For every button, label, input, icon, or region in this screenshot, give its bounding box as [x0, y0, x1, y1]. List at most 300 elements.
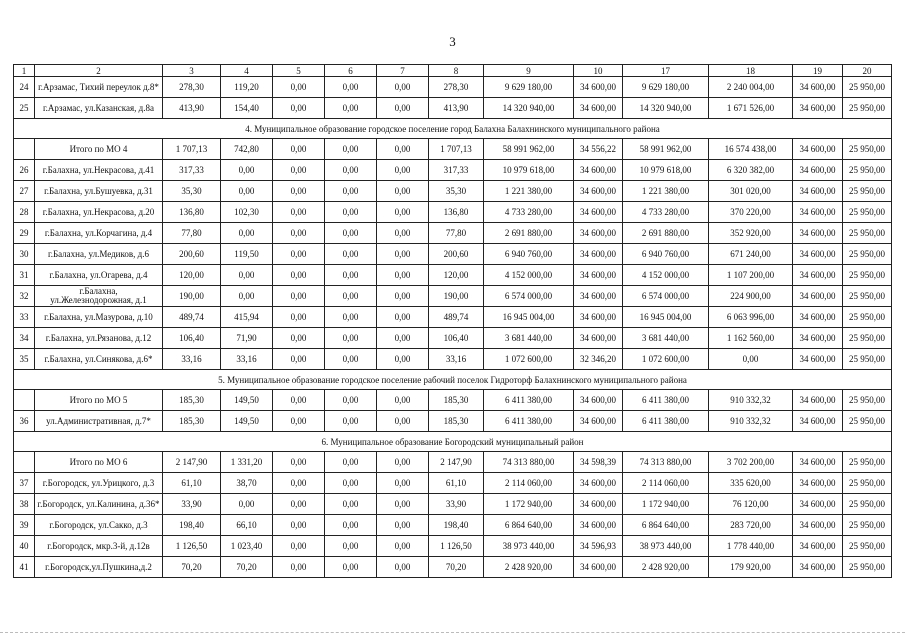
value-cell: 70,20: [221, 557, 273, 578]
value-cell: 34 600,00: [793, 473, 843, 494]
value-cell: 0,00: [325, 515, 377, 536]
value-cell: 0,00: [325, 286, 377, 307]
value-cell: 0,00: [273, 494, 325, 515]
value-cell: 25 950,00: [843, 286, 892, 307]
value-cell: 2 691 880,00: [623, 223, 709, 244]
address-cell: г.Балахна, ул.Бушуевка, д.31: [35, 181, 163, 202]
value-cell: 283 720,00: [709, 515, 793, 536]
value-cell: 33,16: [429, 349, 484, 370]
address-cell: г.Балахна, ул.Корчагина, д.4: [35, 223, 163, 244]
row-number-cell: [14, 139, 35, 160]
value-cell: 0,00: [325, 77, 377, 98]
value-cell: 335 620,00: [709, 473, 793, 494]
value-cell: 0,00: [377, 265, 429, 286]
value-cell: 0,00: [325, 244, 377, 265]
value-cell: 25 950,00: [843, 202, 892, 223]
value-cell: 70,20: [163, 557, 221, 578]
value-cell: 4 152 000,00: [484, 265, 574, 286]
value-cell: 0,00: [273, 265, 325, 286]
value-cell: 34 600,00: [793, 515, 843, 536]
value-cell: 4 733 280,00: [623, 202, 709, 223]
value-cell: 25 950,00: [843, 139, 892, 160]
value-cell: 0,00: [377, 536, 429, 557]
value-cell: 0,00: [273, 286, 325, 307]
row-number-cell: 39: [14, 515, 35, 536]
value-cell: 34 600,00: [793, 77, 843, 98]
value-cell: 6 574 000,00: [484, 286, 574, 307]
value-cell: 34 600,00: [574, 390, 623, 411]
table-row: [14, 307, 892, 328]
value-cell: 0,00: [377, 202, 429, 223]
value-cell: 6 864 640,00: [484, 515, 574, 536]
value-cell: 0,00: [325, 473, 377, 494]
value-cell: 185,30: [163, 390, 221, 411]
value-cell: 0,00: [377, 98, 429, 119]
value-cell: 34 600,00: [793, 223, 843, 244]
table-row: [14, 181, 892, 202]
value-cell: 2 114 060,00: [623, 473, 709, 494]
value-cell: 25 950,00: [843, 77, 892, 98]
address-cell: г.Арзамас, Тихий переулок д.8*: [35, 77, 163, 98]
header-cell: 3: [163, 65, 221, 77]
table-row: [14, 411, 892, 432]
row-number-cell: 37: [14, 473, 35, 494]
value-cell: 0,00: [709, 349, 793, 370]
value-cell: 0,00: [221, 181, 273, 202]
value-cell: 25 950,00: [843, 515, 892, 536]
value-cell: 58 991 962,00: [623, 139, 709, 160]
row-number-cell: 28: [14, 202, 35, 223]
value-cell: 742,80: [221, 139, 273, 160]
value-cell: 0,00: [325, 223, 377, 244]
table-row: [14, 98, 892, 119]
value-cell: 66,10: [221, 515, 273, 536]
value-cell: 33,90: [163, 494, 221, 515]
value-cell: 106,40: [429, 328, 484, 349]
value-cell: 34 600,00: [574, 557, 623, 578]
value-cell: 35,30: [163, 181, 221, 202]
value-cell: 0,00: [273, 349, 325, 370]
value-cell: 0,00: [221, 160, 273, 181]
value-cell: 0,00: [325, 160, 377, 181]
value-cell: 1 172 940,00: [484, 494, 574, 515]
value-cell: 200,60: [429, 244, 484, 265]
value-cell: 0,00: [377, 286, 429, 307]
address-cell: г.Богородск, ул.Сакко, д.3: [35, 515, 163, 536]
table-row: [14, 349, 892, 370]
value-cell: 38 973 440,00: [623, 536, 709, 557]
value-cell: 71,90: [221, 328, 273, 349]
value-cell: 0,00: [377, 390, 429, 411]
value-cell: 34 600,00: [574, 98, 623, 119]
value-cell: 1 172 940,00: [623, 494, 709, 515]
value-cell: 0,00: [273, 202, 325, 223]
value-cell: 1 671 526,00: [709, 98, 793, 119]
section-heading: 6. Муниципальное образование Богородский муниципальный район: [14, 432, 892, 452]
value-cell: 3 702 200,00: [709, 452, 793, 473]
value-cell: 34 600,00: [574, 328, 623, 349]
address-cell: г.Балахна, ул.Синякова, д.6*: [35, 349, 163, 370]
address-cell: Итого по МО 5: [35, 390, 163, 411]
value-cell: 1 072 600,00: [484, 349, 574, 370]
value-cell: 34 600,00: [574, 286, 623, 307]
value-cell: 0,00: [273, 411, 325, 432]
table-row: [14, 223, 892, 244]
value-cell: 0,00: [377, 557, 429, 578]
address-cell: г.Балахна, ул.Некрасова, д.20: [35, 202, 163, 223]
value-cell: 25 950,00: [843, 536, 892, 557]
address-cell: Итого по МО 6: [35, 452, 163, 473]
value-cell: 106,40: [163, 328, 221, 349]
table-row: [14, 265, 892, 286]
value-cell: 34 598,39: [574, 452, 623, 473]
header-cell: 9: [484, 65, 574, 77]
value-cell: 1 707,13: [163, 139, 221, 160]
value-cell: 34 600,00: [793, 160, 843, 181]
value-cell: 34 600,00: [793, 349, 843, 370]
value-cell: 0,00: [325, 536, 377, 557]
value-cell: 4 733 280,00: [484, 202, 574, 223]
value-cell: 33,16: [163, 349, 221, 370]
value-cell: 278,30: [163, 77, 221, 98]
table-row: [14, 494, 892, 515]
value-cell: 0,00: [325, 411, 377, 432]
value-cell: 25 950,00: [843, 328, 892, 349]
value-cell: 16 945 004,00: [484, 307, 574, 328]
value-cell: 61,10: [163, 473, 221, 494]
value-cell: 2 147,90: [163, 452, 221, 473]
value-cell: 25 950,00: [843, 557, 892, 578]
value-cell: 34 600,00: [574, 244, 623, 265]
row-number-cell: 29: [14, 223, 35, 244]
value-cell: 1 107 200,00: [709, 265, 793, 286]
value-cell: 0,00: [377, 515, 429, 536]
value-cell: 136,80: [429, 202, 484, 223]
section-heading-row: [14, 119, 892, 139]
value-cell: 0,00: [273, 307, 325, 328]
value-cell: 34 600,00: [574, 494, 623, 515]
page-number: 3: [449, 34, 456, 49]
address-cell: г.Балахна, ул.Огарева, д.4: [35, 265, 163, 286]
value-cell: 0,00: [221, 494, 273, 515]
value-cell: 38 973 440,00: [484, 536, 574, 557]
value-cell: 0,00: [377, 307, 429, 328]
value-cell: 413,90: [163, 98, 221, 119]
table-row: [14, 557, 892, 578]
address-cell: г.Арзамас, ул.Казанская, д.8а: [35, 98, 163, 119]
value-cell: 2 428 920,00: [623, 557, 709, 578]
value-cell: 34 600,00: [574, 160, 623, 181]
value-cell: 0,00: [273, 473, 325, 494]
value-cell: 0,00: [273, 139, 325, 160]
value-cell: 2 240 004,00: [709, 77, 793, 98]
value-cell: 2 114 060,00: [484, 473, 574, 494]
row-number-cell: 35: [14, 349, 35, 370]
value-cell: 34 600,00: [574, 411, 623, 432]
header-cell: 8: [429, 65, 484, 77]
value-cell: 34 600,00: [574, 223, 623, 244]
value-cell: 34 600,00: [574, 181, 623, 202]
row-number-cell: 24: [14, 77, 35, 98]
value-cell: 34 600,00: [793, 181, 843, 202]
value-cell: 25 950,00: [843, 244, 892, 265]
value-cell: 0,00: [273, 223, 325, 244]
value-cell: 6 864 640,00: [623, 515, 709, 536]
value-cell: 190,00: [429, 286, 484, 307]
value-cell: 6 411 380,00: [623, 390, 709, 411]
table-row: [14, 77, 892, 98]
value-cell: 76 120,00: [709, 494, 793, 515]
value-cell: 61,10: [429, 473, 484, 494]
value-cell: 0,00: [273, 244, 325, 265]
value-cell: 34 600,00: [793, 98, 843, 119]
value-cell: 0,00: [377, 411, 429, 432]
row-number-cell: 36: [14, 411, 35, 432]
value-cell: 0,00: [325, 307, 377, 328]
value-cell: 34 600,00: [793, 557, 843, 578]
value-cell: 0,00: [221, 223, 273, 244]
value-cell: 0,00: [325, 452, 377, 473]
value-cell: 0,00: [325, 328, 377, 349]
value-cell: 317,33: [163, 160, 221, 181]
page-edge: [0, 632, 905, 633]
value-cell: 6 320 382,00: [709, 160, 793, 181]
value-cell: 3 681 440,00: [623, 328, 709, 349]
value-cell: 34 600,00: [793, 202, 843, 223]
value-cell: 0,00: [273, 328, 325, 349]
value-cell: 9 629 180,00: [623, 77, 709, 98]
value-cell: 6 063 996,00: [709, 307, 793, 328]
row-number-cell: 27: [14, 181, 35, 202]
table-row: [14, 202, 892, 223]
table-row: [14, 515, 892, 536]
value-cell: 74 313 880,00: [484, 452, 574, 473]
value-cell: 0,00: [325, 265, 377, 286]
value-cell: 34 600,00: [793, 244, 843, 265]
address-cell: г.Балахна, ул.Рязанова, д.12: [35, 328, 163, 349]
value-cell: 14 320 940,00: [484, 98, 574, 119]
value-cell: 120,00: [163, 265, 221, 286]
value-cell: 25 950,00: [843, 452, 892, 473]
value-cell: 0,00: [325, 202, 377, 223]
address-cell: г.Богородск, ул.Урицкого, д.3: [35, 473, 163, 494]
value-cell: 224 900,00: [709, 286, 793, 307]
value-cell: 278,30: [429, 77, 484, 98]
value-cell: 154,40: [221, 98, 273, 119]
header-cell: 17: [623, 65, 709, 77]
value-cell: 0,00: [273, 77, 325, 98]
value-cell: 34 600,00: [574, 473, 623, 494]
value-cell: 34 556,22: [574, 139, 623, 160]
value-cell: 1 707,13: [429, 139, 484, 160]
value-cell: 34 600,00: [793, 139, 843, 160]
header-cell: 4: [221, 65, 273, 77]
value-cell: 34 600,00: [793, 328, 843, 349]
value-cell: 9 629 180,00: [484, 77, 574, 98]
value-cell: 74 313 880,00: [623, 452, 709, 473]
value-cell: 671 240,00: [709, 244, 793, 265]
value-cell: 6 940 760,00: [623, 244, 709, 265]
value-cell: 1 221 380,00: [484, 181, 574, 202]
value-cell: 34 600,00: [574, 77, 623, 98]
value-cell: 6 940 760,00: [484, 244, 574, 265]
value-cell: 0,00: [273, 181, 325, 202]
header-cell: 1: [14, 65, 35, 77]
value-cell: 77,80: [429, 223, 484, 244]
value-cell: 0,00: [377, 494, 429, 515]
value-cell: 0,00: [377, 139, 429, 160]
address-cell: г.Богородск,ул.Пушкина,д.2: [35, 557, 163, 578]
value-cell: 25 950,00: [843, 494, 892, 515]
value-cell: 0,00: [377, 244, 429, 265]
value-cell: 0,00: [325, 349, 377, 370]
value-cell: 34 600,00: [793, 411, 843, 432]
value-cell: 0,00: [221, 286, 273, 307]
value-cell: 16 945 004,00: [623, 307, 709, 328]
value-cell: 119,20: [221, 77, 273, 98]
row-number-cell: 33: [14, 307, 35, 328]
value-cell: 190,00: [163, 286, 221, 307]
value-cell: 34 600,00: [793, 286, 843, 307]
value-cell: 0,00: [325, 181, 377, 202]
address-cell: г.Балахна, ул.Медиков, д.6: [35, 244, 163, 265]
value-cell: 185,30: [429, 390, 484, 411]
value-cell: 2 428 920,00: [484, 557, 574, 578]
value-cell: 6 411 380,00: [623, 411, 709, 432]
value-cell: 38,70: [221, 473, 273, 494]
section-heading-row: [14, 370, 892, 390]
value-cell: 185,30: [429, 411, 484, 432]
address-cell: г.Богородск, мкр.3-й, д.12в: [35, 536, 163, 557]
value-cell: 0,00: [377, 349, 429, 370]
value-cell: 3 681 440,00: [484, 328, 574, 349]
header-cell: 20: [843, 65, 892, 77]
row-number-cell: 38: [14, 494, 35, 515]
value-cell: 119,50: [221, 244, 273, 265]
header-row: [14, 65, 892, 77]
value-cell: 14 320 940,00: [623, 98, 709, 119]
subtotal-row: [14, 452, 892, 473]
value-cell: 0,00: [273, 557, 325, 578]
value-cell: 136,80: [163, 202, 221, 223]
value-cell: 25 950,00: [843, 98, 892, 119]
header-cell: 7: [377, 65, 429, 77]
value-cell: 33,16: [221, 349, 273, 370]
value-cell: 1 331,20: [221, 452, 273, 473]
value-cell: 25 950,00: [843, 473, 892, 494]
value-cell: 70,20: [429, 557, 484, 578]
value-cell: 0,00: [377, 160, 429, 181]
value-cell: 25 950,00: [843, 181, 892, 202]
value-cell: 34 600,00: [574, 307, 623, 328]
value-cell: 0,00: [273, 98, 325, 119]
value-cell: 200,60: [163, 244, 221, 265]
value-cell: 1 126,50: [163, 536, 221, 557]
table-row: [14, 244, 892, 265]
table-row: [14, 328, 892, 349]
value-cell: 34 600,00: [793, 494, 843, 515]
value-cell: 10 979 618,00: [623, 160, 709, 181]
value-cell: 1 126,50: [429, 536, 484, 557]
address-cell: г.Балахна, ул.Некрасова, д.41: [35, 160, 163, 181]
value-cell: 0,00: [221, 265, 273, 286]
value-cell: 10 979 618,00: [484, 160, 574, 181]
row-number-cell: 31: [14, 265, 35, 286]
value-cell: 910 332,32: [709, 411, 793, 432]
value-cell: 0,00: [377, 328, 429, 349]
value-cell: 413,90: [429, 98, 484, 119]
value-cell: 415,94: [221, 307, 273, 328]
value-cell: 25 950,00: [843, 160, 892, 181]
value-cell: 77,80: [163, 223, 221, 244]
table-row: [14, 536, 892, 557]
value-cell: 34 600,00: [793, 265, 843, 286]
table-row: [14, 286, 892, 307]
value-cell: 198,40: [163, 515, 221, 536]
value-cell: 1 072 600,00: [623, 349, 709, 370]
header-cell: 18: [709, 65, 793, 77]
value-cell: 149,50: [221, 411, 273, 432]
value-cell: 489,74: [429, 307, 484, 328]
value-cell: 34 600,00: [793, 307, 843, 328]
value-cell: 0,00: [273, 452, 325, 473]
value-cell: 0,00: [325, 139, 377, 160]
value-cell: 34 600,00: [793, 452, 843, 473]
value-cell: 0,00: [377, 181, 429, 202]
value-cell: 910 332,32: [709, 390, 793, 411]
table-row: [14, 160, 892, 181]
row-number-cell: 41: [14, 557, 35, 578]
table-row: [14, 473, 892, 494]
value-cell: 6 411 380,00: [484, 390, 574, 411]
value-cell: 6 411 380,00: [484, 411, 574, 432]
address-cell: г.Балахна, ул.Мазурова, д.10: [35, 307, 163, 328]
value-cell: 34 600,00: [574, 515, 623, 536]
value-cell: 25 950,00: [843, 223, 892, 244]
subtotal-row: [14, 390, 892, 411]
value-cell: 0,00: [273, 515, 325, 536]
value-cell: 34 600,00: [793, 390, 843, 411]
value-cell: 34 600,00: [574, 265, 623, 286]
header-cell: 10: [574, 65, 623, 77]
value-cell: 0,00: [273, 536, 325, 557]
subtotal-row: [14, 139, 892, 160]
value-cell: 0,00: [325, 557, 377, 578]
section-heading-row: [14, 432, 892, 452]
value-cell: 301 020,00: [709, 181, 793, 202]
row-number-cell: [14, 452, 35, 473]
value-cell: 25 950,00: [843, 307, 892, 328]
address-cell: г.Богородск, ул.Калинина, д.36*: [35, 494, 163, 515]
value-cell: 185,30: [163, 411, 221, 432]
value-cell: 1 023,40: [221, 536, 273, 557]
value-cell: 198,40: [429, 515, 484, 536]
row-number-cell: [14, 390, 35, 411]
value-cell: 352 920,00: [709, 223, 793, 244]
value-cell: 489,74: [163, 307, 221, 328]
header-cell: 5: [273, 65, 325, 77]
value-cell: 0,00: [325, 494, 377, 515]
value-cell: 4 152 000,00: [623, 265, 709, 286]
value-cell: 0,00: [377, 77, 429, 98]
value-cell: 0,00: [377, 223, 429, 244]
value-cell: 2 691 880,00: [484, 223, 574, 244]
value-cell: 179 920,00: [709, 557, 793, 578]
value-cell: 1 778 440,00: [709, 536, 793, 557]
value-cell: 149,50: [221, 390, 273, 411]
row-number-cell: 26: [14, 160, 35, 181]
value-cell: 25 950,00: [843, 265, 892, 286]
